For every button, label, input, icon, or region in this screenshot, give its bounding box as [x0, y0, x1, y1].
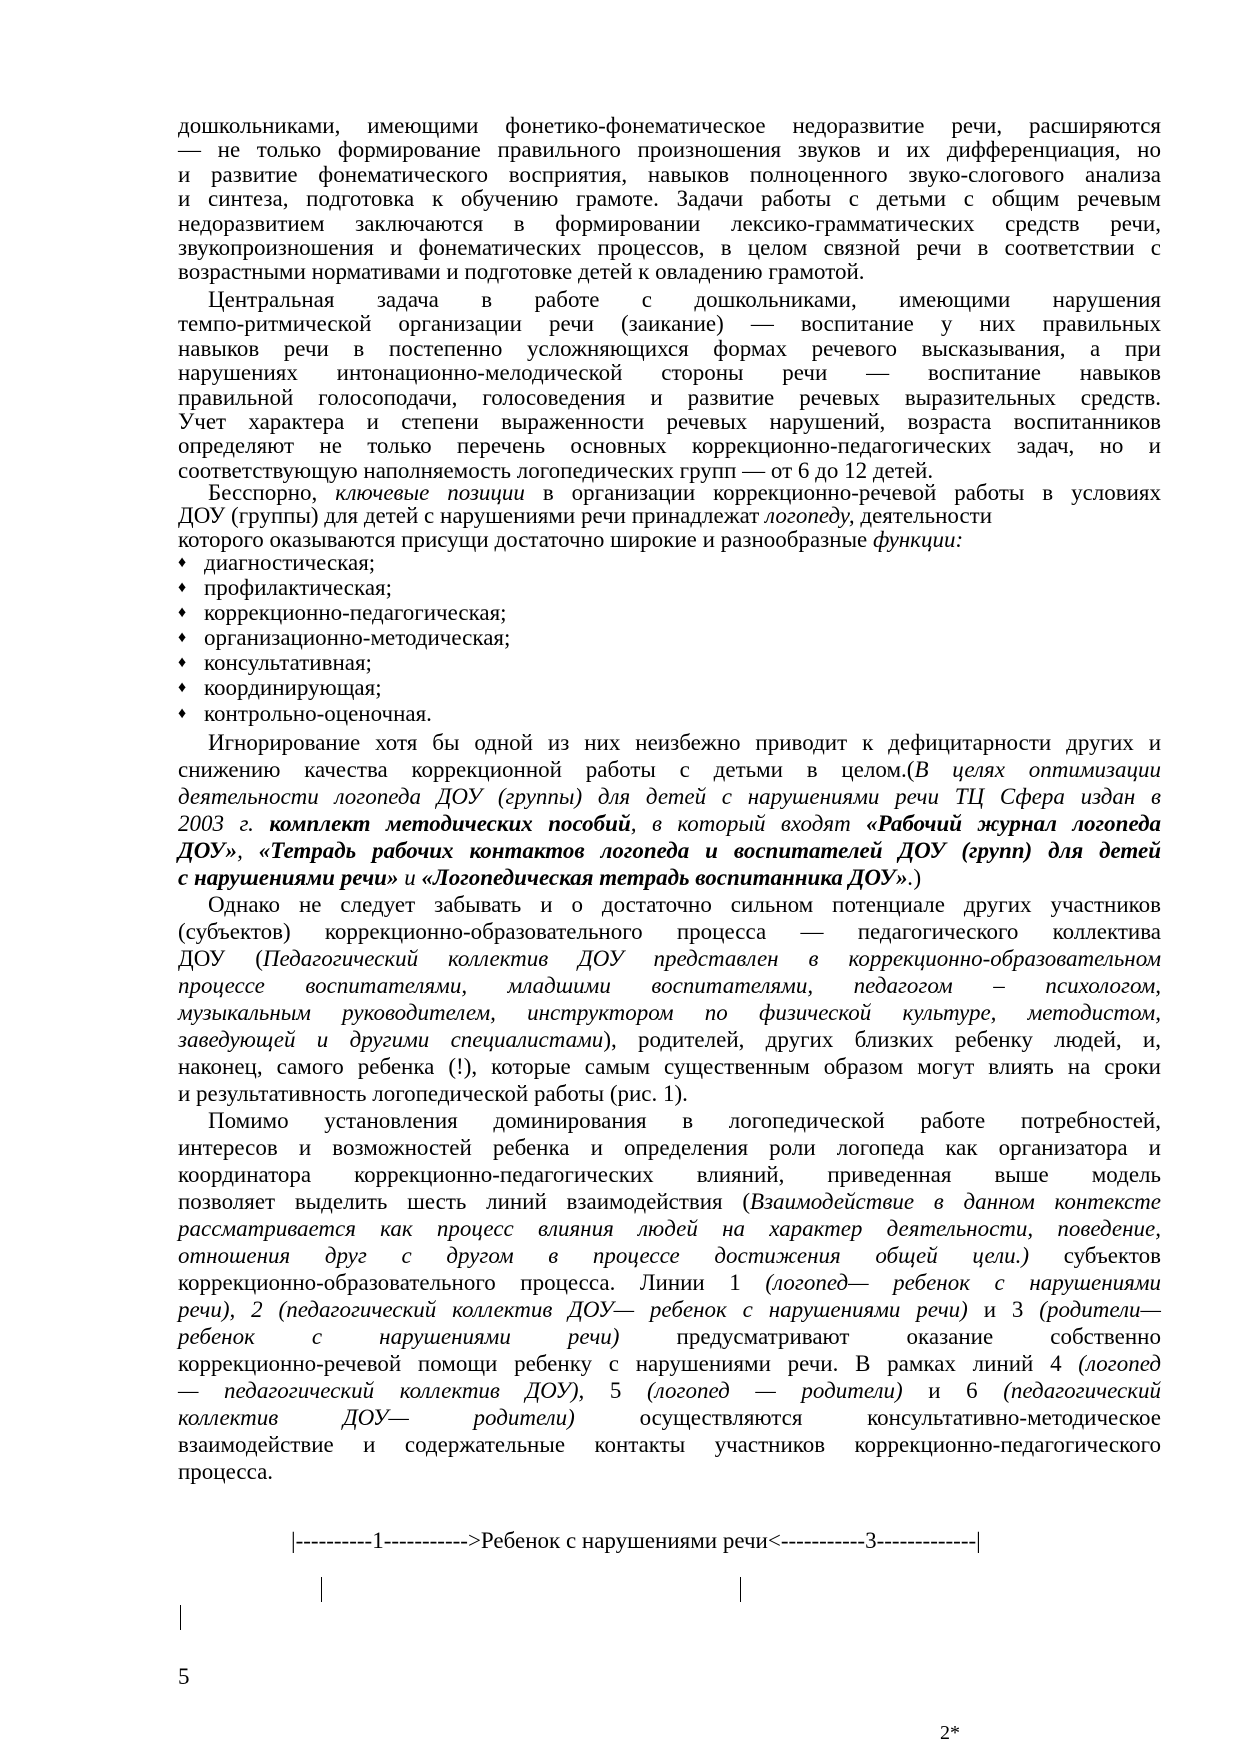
text-segment: Однако не следует забывать и о достаточно сильном потенциале других участников	[208, 892, 1161, 917]
emphasized-text: Взаимодействие в данном контексте	[750, 1189, 1162, 1214]
function-label: профилактическая;	[204, 575, 392, 601]
paragraph-speech-tasks	[178, 114, 1161, 285]
signature-mark: 2*	[940, 1722, 960, 1744]
text-line	[178, 1188, 1161, 1215]
text-segment: коррекционно-образовательного процесса. Линии 1	[178, 1270, 766, 1295]
text-segment: )	[913, 865, 922, 890]
emphasized-text: В целях оптимизации	[914, 757, 1161, 782]
emphasized-text: музыкальным руководителем, инструктором по физической культуре, методистом,	[178, 1000, 1161, 1025]
page-number: 5	[178, 1664, 190, 1689]
text-segment: Центральная задача в работе с дошкольниками, имеющими нарушения	[208, 287, 1161, 312]
emphasized-text: ДОУ»	[178, 838, 238, 863]
function-list-item	[178, 701, 510, 726]
diamond-bullet-icon: ♦	[178, 629, 187, 647]
emphasized-text: Педагогический коллектив ДОУ представлен в коррекционно-образовательном	[262, 946, 1161, 971]
text-line	[178, 729, 1161, 756]
text-line	[178, 434, 1161, 458]
function-list-item	[178, 550, 510, 575]
text-segment: темпо-ритмической организации речи (заикание) — воспитание у них правильных	[178, 311, 1161, 337]
text-line	[178, 312, 1161, 336]
text-line	[178, 361, 1161, 385]
function-label: контрольно-оценочная.	[204, 700, 432, 726]
text-segment: соответствующую наполняемость логопедических групп — от 6 до 12 детей.	[178, 457, 934, 483]
text-line	[178, 1161, 1161, 1188]
emphasized-text: 2003 г.	[178, 811, 270, 836]
text-segment: субъектов	[1029, 1243, 1161, 1268]
emphasized-text: (логопед — родители)	[647, 1378, 903, 1403]
text-segment: снижению качества коррекционной работы с детьми в целом.(	[178, 757, 915, 782]
paragraph-stuttering-tasks	[178, 288, 1161, 483]
emphasized-text: «Рабочий журнал логопеда	[866, 811, 1161, 836]
diamond-bullet-icon: ♦	[178, 604, 187, 622]
text-segment: предусматривают оказание собственно	[619, 1324, 1161, 1349]
emphasized-text: ключевые позиции	[335, 480, 525, 505]
diagram-connector-line	[321, 1577, 322, 1602]
paragraph-interaction-lines	[178, 1107, 1161, 1485]
text-segment: взаимодействие и содержательные контакты участников коррекционно-педагогического	[178, 1432, 1161, 1457]
emphasized-text: заведующей и другими специалистами	[178, 1027, 604, 1052]
diamond-bullet-icon: ♦	[178, 679, 187, 697]
text-segment: деятельности	[854, 503, 993, 529]
text-line	[178, 114, 1161, 138]
text-segment: правильной голосоподачи, голосоведения и развитие речевых выразительных средств.	[178, 384, 1161, 410]
text-segment: Бесспорно,	[208, 480, 336, 505]
emphasized-text: (логопед	[1078, 1351, 1161, 1376]
emphasized-text: (педагогический	[1003, 1378, 1161, 1403]
text-segment: ДОУ (группы) для детей с нарушениями речи принадлежат	[178, 503, 766, 529]
paragraph-speech-therapist-functions	[178, 481, 1161, 551]
text-line	[178, 288, 1161, 312]
text-segment: недоразвитием заключаются в формировании лексико-грамматических средств речи,	[178, 210, 1161, 236]
text-line	[178, 1026, 1161, 1053]
function-label: коррекционно-педагогическая;	[204, 600, 507, 626]
emphasized-text: — педагогический коллектив ДОУ),	[178, 1378, 585, 1403]
text-line	[178, 999, 1161, 1026]
text-segment: которого оказываются присущи достаточно широкие и разнообразные	[178, 526, 873, 552]
emphasized-text: (родители—	[1039, 1297, 1161, 1322]
text-line	[178, 138, 1161, 162]
emphasized-text: речи), 2 (педагогический коллектив ДОУ— ребенок с нарушениями речи)	[178, 1297, 968, 1322]
text-line	[178, 337, 1161, 361]
text-line	[178, 1404, 1161, 1431]
function-list-item	[178, 675, 510, 700]
emphasized-text: функции:	[873, 526, 964, 552]
function-list-item	[178, 625, 510, 650]
function-label: организационно-методическая;	[204, 625, 511, 651]
text-segment: Помимо установления доминирования в логопедической работе потребностей,	[208, 1108, 1161, 1133]
text-line	[178, 972, 1161, 999]
emphasized-text: ребенок с нарушениями речи)	[178, 1324, 620, 1349]
text-segment: координатора коррекционно-педагогических влияний, приведенная выше модель	[178, 1162, 1161, 1187]
function-label: диагностическая;	[204, 550, 376, 575]
text-segment: и результативность логопедической работы (рис. 1).	[178, 1081, 688, 1106]
text-segment: наконец, самого ребенка (!), которые самым существенным образом могут влиять на сроки	[178, 1054, 1161, 1079]
text-line	[178, 410, 1161, 434]
text-segment: возрастными нормативами и подготовке детей к овладению грамотой.	[178, 259, 865, 285]
text-line	[178, 864, 1161, 891]
text-line	[178, 783, 1161, 810]
text-line	[178, 1458, 1161, 1485]
text-segment: в организации коррекционно-речевой работы в условиях	[524, 480, 1162, 505]
text-line	[178, 1431, 1161, 1458]
text-segment: и 6	[902, 1378, 1004, 1403]
diamond-bullet-icon: ♦	[178, 704, 187, 722]
paragraph-participants-potential	[178, 891, 1161, 1107]
text-line	[178, 756, 1161, 783]
text-line	[178, 528, 1161, 551]
text-line	[178, 1350, 1161, 1377]
text-line	[178, 837, 1161, 864]
function-list-item	[178, 575, 510, 600]
text-line	[178, 481, 1161, 504]
emphasized-text: с нарушениями речи»	[178, 865, 399, 890]
text-segment: ДОУ (	[178, 946, 263, 971]
emphasized-text: коллектив ДОУ— родители)	[178, 1405, 575, 1430]
text-segment: — не только формирование правильного произношения звуков и их дифференциация, но	[178, 137, 1161, 163]
text-line	[178, 1323, 1161, 1350]
emphasized-text: ,	[237, 838, 259, 863]
text-line	[178, 1053, 1161, 1080]
text-line	[178, 918, 1161, 945]
text-segment: позволяет выделить шесть линий взаимодействия (	[178, 1189, 751, 1214]
emphasized-text: отношения друг с другом в процессе достижения общей цели.)	[178, 1243, 1030, 1268]
text-segment: нарушениях интонационно-мелодической стороны речи — воспитание навыков	[178, 360, 1161, 386]
diagram-connector-line	[180, 1605, 181, 1630]
text-line	[178, 260, 1161, 284]
diagram-interaction-line: |----------1----------->Ребенок с нарушениями речи<-----------3-------------|	[291, 1528, 981, 1553]
emphasized-text: «Логопедическая тетрадь воспитанника ДОУ»	[421, 865, 908, 890]
emphasized-text: процессе воспитателями, младшими воспитателями, педагогом – психологом,	[178, 973, 1161, 998]
text-segment: ), родителей, других близких ребенку людей, и,	[603, 1027, 1161, 1052]
diamond-bullet-icon: ♦	[178, 554, 187, 571]
text-segment: звукопроизношения и фонематических процессов, в целом связной речи в соответствии с	[178, 235, 1161, 261]
text-segment: осуществляются консультативно-методическое	[574, 1405, 1162, 1430]
text-line	[178, 236, 1161, 260]
text-line	[178, 504, 1161, 527]
text-line	[178, 810, 1161, 837]
emphasized-text: (логопед— ребенок с нарушениями	[765, 1270, 1161, 1295]
emphasized-text: логопеду,	[765, 503, 855, 529]
text-segment: и развитие фонематического восприятия, навыков полноценного звуко-слогового анализа	[178, 161, 1161, 187]
emphasized-text: рассматривается как процесс влияния людей на характер деятельности, поведение,	[178, 1216, 1161, 1241]
text-segment: коррекционно-речевой помощи ребенку с нарушениями речи. В рамках линий 4	[178, 1351, 1079, 1376]
text-line	[178, 386, 1161, 410]
text-segment: определяют не только перечень основных коррекционно-педагогических задач, но и	[178, 433, 1161, 459]
function-list-item	[178, 650, 510, 675]
text-line	[178, 187, 1161, 211]
diamond-bullet-icon: ♦	[178, 579, 187, 597]
text-segment: 5	[584, 1378, 648, 1403]
text-line	[178, 212, 1161, 236]
text-segment: дошкольниками, имеющими фонетико-фонематическое недоразвитие речи, расширяются	[178, 113, 1161, 138]
text-line	[178, 163, 1161, 187]
paragraph-ignoring-functions	[178, 729, 1161, 891]
text-line	[178, 891, 1161, 918]
emphasized-text: , в который входят	[630, 811, 867, 836]
text-segment: и синтеза, подготовка к обучению грамоте. Задачи работы с детьми с общим речевым	[178, 186, 1161, 212]
emphasized-text: «Тетрадь рабочих контактов логопеда и воспитателей ДОУ (групп) для детей	[258, 838, 1162, 863]
text-line	[178, 1080, 1161, 1107]
text-line	[178, 945, 1161, 972]
emphasized-text: деятельности логопеда ДОУ (группы) для детей с нарушениями речи ТЦ Сфера издан в	[178, 784, 1161, 809]
text-segment: (субъектов) коррекционно-образовательного процесса — педагогического коллектива	[178, 919, 1161, 944]
function-list-item	[178, 600, 510, 625]
text-line	[178, 1269, 1161, 1296]
function-label: консультативная;	[204, 650, 372, 676]
text-line	[178, 1215, 1161, 1242]
emphasized-text: .	[907, 865, 914, 890]
emphasized-text: комплект методических пособий	[269, 811, 631, 836]
text-line	[178, 1296, 1161, 1323]
functions-list	[178, 550, 510, 726]
text-segment: и 3	[967, 1297, 1040, 1322]
function-label: координирующая;	[204, 675, 382, 701]
text-line	[178, 1242, 1161, 1269]
text-line	[178, 1377, 1161, 1404]
text-segment: Игнорирование хотя бы одной из них неизбежно приводит к дефицитарности других и	[208, 730, 1161, 755]
text-line	[178, 1107, 1161, 1134]
text-segment: Учет характера и степени выраженности речевых нарушений, возраста воспитанников	[178, 409, 1161, 435]
diagram-connector-line	[740, 1577, 741, 1602]
text-line	[178, 1134, 1161, 1161]
text-segment: навыков речи в постепенно усложняющихся формах речевого высказывания, а при	[178, 335, 1161, 361]
diamond-bullet-icon: ♦	[178, 654, 187, 672]
text-segment: интересов и возможностей ребенка и определения роли логопеда как организатора и	[178, 1135, 1161, 1160]
text-segment: процесса.	[178, 1459, 274, 1484]
emphasized-text: и	[398, 865, 422, 890]
